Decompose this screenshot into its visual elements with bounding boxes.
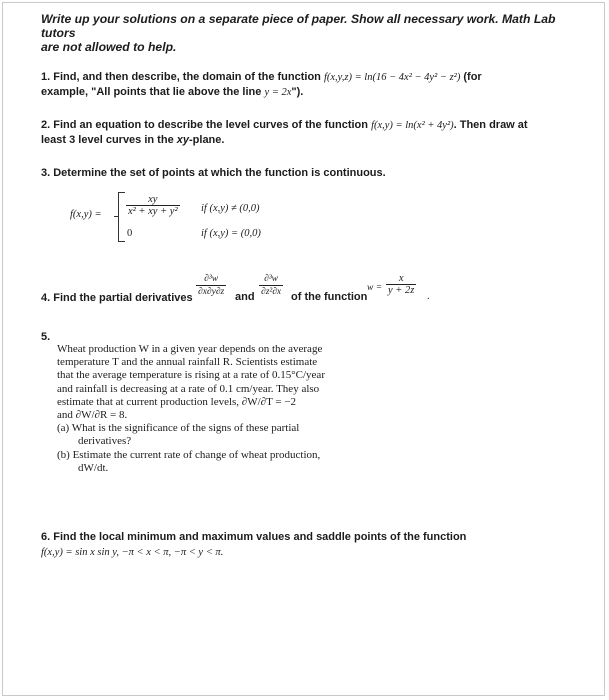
q6-formula: f(x,y) = sin x sin y, −π < x < π, −π < y < π.	[41, 547, 224, 558]
q4-d1-denominator: ∂x∂y∂z	[198, 287, 225, 297]
q5-line: and ∂W/∂R = 8.	[57, 409, 128, 422]
q4-period: .	[427, 291, 430, 302]
question-5-body	[57, 343, 387, 475]
question-2	[41, 118, 528, 148]
q4-w-lhs: w =	[367, 283, 383, 293]
q4-w-fraction	[386, 273, 416, 297]
q1-text-end: (for	[463, 71, 482, 83]
q4-derivative-1	[196, 274, 226, 298]
q5-line: Wheat production W in a given year depends on the average	[57, 343, 323, 355]
q2-text-end: . Then draw at	[453, 119, 528, 131]
q3-case1-numerator: xy	[126, 194, 180, 206]
q4-and: and	[235, 291, 255, 303]
q3-case2-condition: if (x,y) = (0,0)	[201, 228, 261, 239]
instructions-header	[41, 12, 581, 54]
q1-text: 1. Find, and then describe, the domain of the function	[41, 71, 321, 83]
q3-text: 3. Determine the set of points at which the function is continuous.	[41, 167, 386, 179]
q1-line-formula: y = 2x	[264, 87, 292, 98]
q4-derivative-2	[259, 274, 283, 298]
q4-w-numerator: x	[386, 273, 416, 285]
q4-text-end: of the function	[291, 291, 368, 303]
header-line-2: are not allowed to help.	[41, 40, 177, 54]
question-3	[41, 166, 386, 181]
question-1	[41, 70, 482, 100]
q2-line2-text: least 3 level curves in the	[41, 134, 174, 146]
q1-line2-text: example, "All points that lie above the line	[41, 86, 262, 98]
q4-d1-numerator: ∂³w	[204, 274, 219, 284]
q4-d2-numerator: ∂³w	[264, 274, 279, 284]
q3-case1-denominator: x² + xy + y²	[128, 206, 178, 217]
q3-case2-value: 0	[127, 228, 133, 239]
q1-line2-end: ").	[291, 86, 304, 98]
q1-formula: f(x,y,z) = ln(16 − 4x² − 4y² − z²)	[323, 72, 461, 83]
header-line-1: Write up your solutions on a separate piece of paper. Show all necessary work. Math Lab tutors	[41, 12, 556, 40]
q4-d2-denominator: ∂z²∂x	[261, 287, 282, 297]
q5-line: and rainfall is decreasing at a rate of 0.1 cm/year. They also	[57, 382, 320, 395]
piecewise-brace	[118, 192, 125, 242]
question-6	[41, 530, 466, 560]
q5-line: estimate that at current production levels, ∂W/∂T = −2	[57, 395, 297, 408]
q5-part-a: (a) What is the significance of the signs of these partial	[57, 422, 300, 435]
q5-line: temperature T and the annual rainfall R. Scientists estimate	[57, 356, 318, 369]
question-4	[41, 291, 193, 306]
q5-number: 5.	[41, 331, 51, 343]
q2-text: 2. Find an equation to describe the level curves of the function	[41, 119, 368, 131]
q6-text: 6. Find the local minimum and maximum values and saddle points of the function	[41, 531, 467, 543]
q2-formula: f(x,y) = ln(x² + 4y²)	[371, 120, 454, 131]
q4-text: 4. Find the partial derivatives	[41, 292, 193, 304]
q3-case1-fraction	[126, 194, 180, 218]
q5-part-b: (b) Estimate the current rate of change of wheat production,	[57, 448, 321, 461]
q2-line2-end: -plane.	[189, 134, 225, 146]
q2-plane-name: xy	[176, 134, 189, 146]
q5-part-b-cont: dW/dt.	[78, 461, 109, 474]
q5-part-a-cont: derivatives?	[78, 435, 132, 448]
q3-function-lhs: f(x,y) =	[70, 209, 102, 220]
q5-line: that the average temperature is rising at a rate of 0.15°C/year	[57, 369, 325, 382]
q4-w-denominator: y + 2z	[388, 285, 415, 296]
question-5-number	[41, 330, 50, 345]
q3-case1-condition: if (x,y) ≠ (0,0)	[201, 203, 260, 214]
